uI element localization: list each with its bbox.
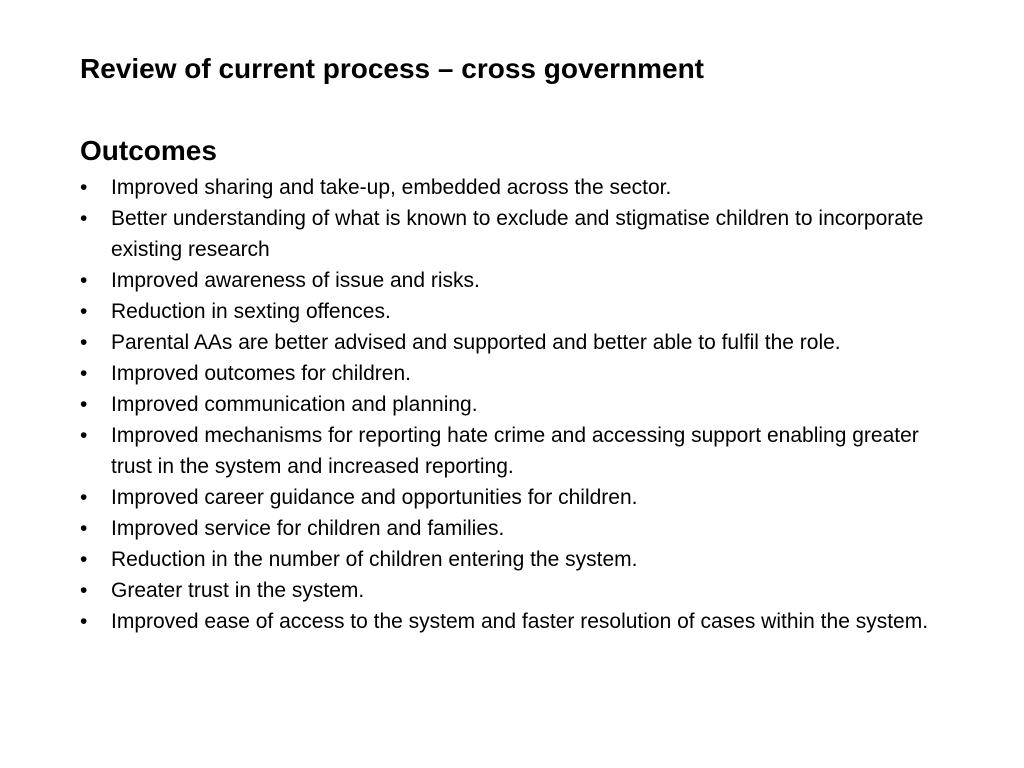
list-item-text: Reduction in sexting offences.: [111, 300, 391, 323]
list-item: [80, 296, 960, 327]
list-item-text: Improved service for children and families.: [111, 517, 505, 540]
list-item: [80, 358, 960, 389]
list-item: [80, 513, 960, 544]
bullet-icon: •: [80, 331, 88, 354]
list-item: [80, 327, 960, 358]
list-item-text: Better understanding of what is known to exclude and stigmatise children to incorporate existing research: [111, 207, 924, 261]
bullet-icon: •: [80, 517, 88, 540]
bullet-icon: •: [80, 362, 88, 385]
list-item-text: Improved sharing and take-up, embedded across the sector.: [111, 176, 672, 199]
section-heading-outcomes: Outcomes: [80, 135, 217, 166]
bullet-icon: •: [80, 548, 88, 571]
list-item-text: Greater trust in the system.: [111, 579, 365, 602]
slide-title: Review of current process – cross government: [80, 53, 704, 84]
list-item: [80, 265, 960, 296]
list-item-text: Improved career guidance and opportunities for children.: [111, 486, 638, 509]
list-item-text: Improved communication and planning.: [111, 393, 478, 416]
list-item: [80, 482, 960, 513]
bullet-icon: •: [80, 424, 88, 447]
bullet-icon: •: [80, 393, 88, 416]
list-item-text: Improved mechanisms for reporting hate crime and accessing support enabling greater trust in the system and increased reporting.: [111, 424, 919, 478]
list-item-text: Parental AAs are better advised and supported and better able to fulfil the role.: [111, 331, 841, 354]
bullet-icon: •: [80, 207, 88, 230]
bullet-icon: •: [80, 486, 88, 509]
list-item: [80, 389, 960, 420]
bullet-icon: •: [80, 176, 88, 199]
list-item: [80, 575, 960, 606]
list-item: [80, 172, 960, 203]
bullet-icon: •: [80, 269, 88, 292]
bullet-icon: •: [80, 300, 88, 323]
list-item: [80, 203, 960, 265]
list-item-text: Reduction in the number of children entering the system.: [111, 548, 638, 571]
list-item: [80, 420, 960, 482]
list-item: [80, 606, 960, 637]
bullet-icon: •: [80, 579, 88, 602]
list-item-text: Improved ease of access to the system and faster resolution of cases within the system.: [111, 610, 929, 633]
list-item-text: Improved outcomes for children.: [111, 362, 411, 385]
outcomes-list: [80, 172, 960, 637]
bullet-icon: •: [80, 610, 88, 633]
list-item: [80, 544, 960, 575]
list-item-text: Improved awareness of issue and risks.: [111, 269, 480, 292]
